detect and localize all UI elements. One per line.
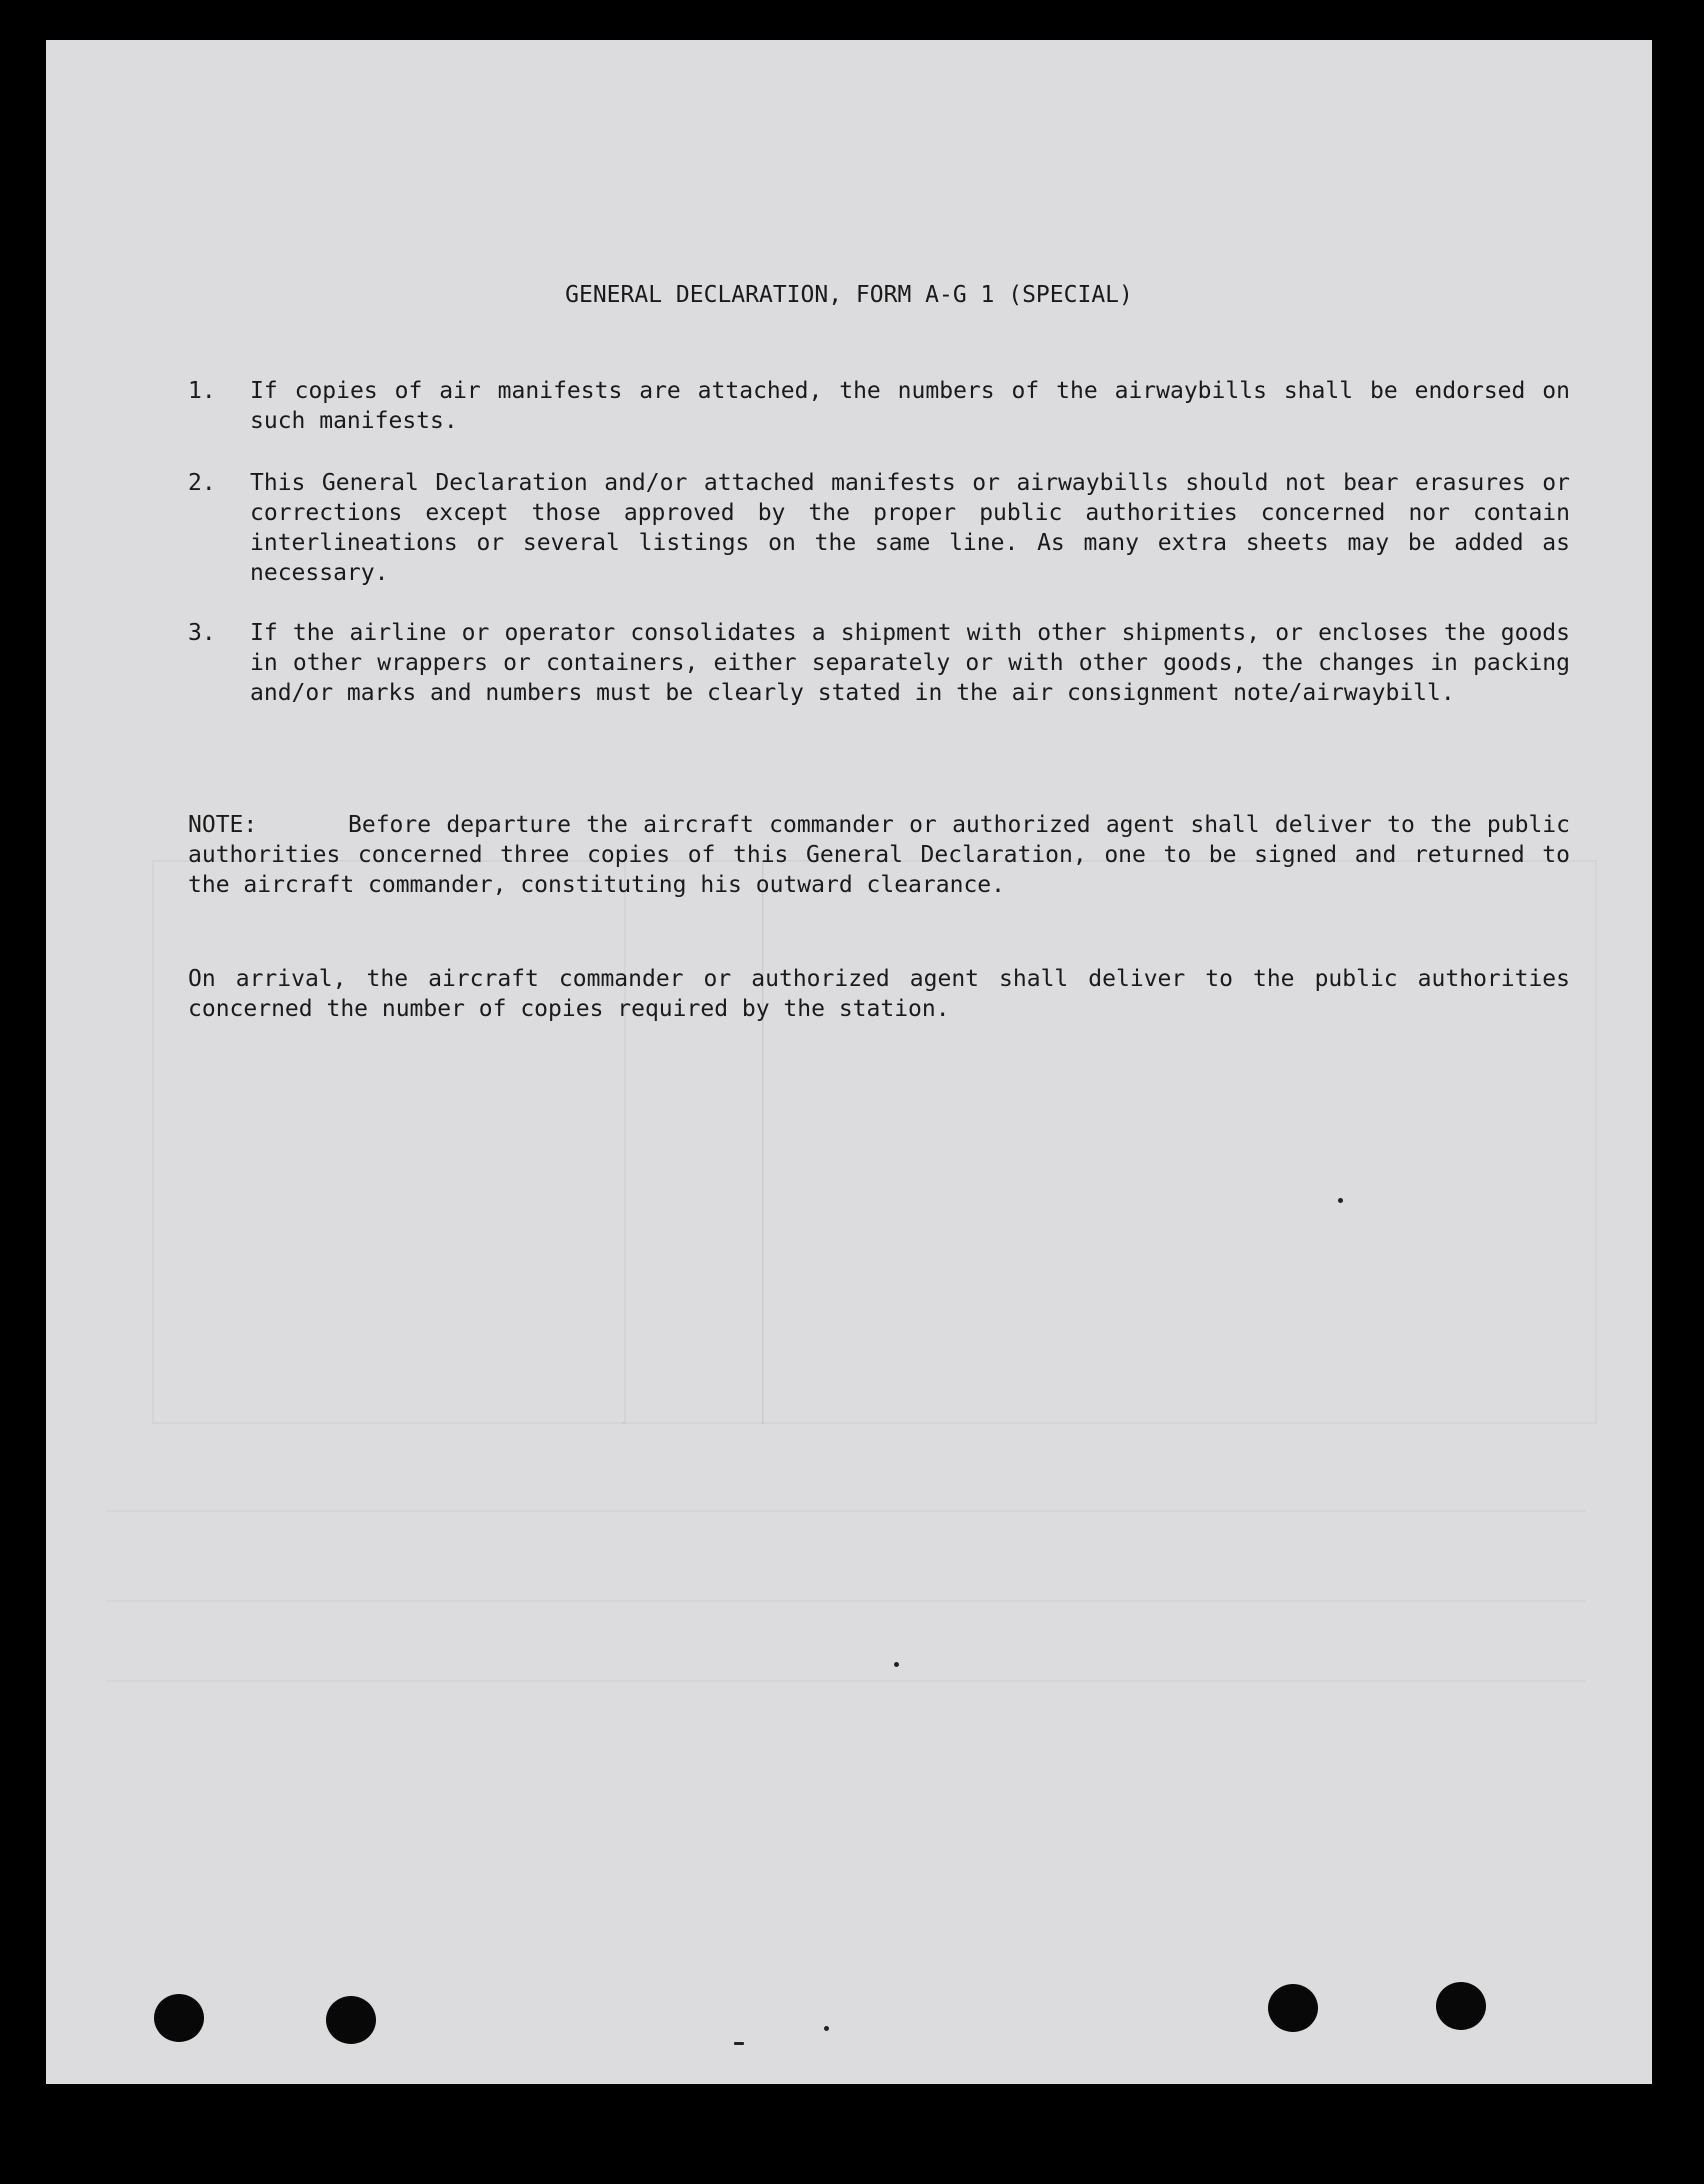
scan-speck bbox=[824, 2026, 829, 2031]
punch-hole bbox=[154, 1994, 204, 2042]
scan-speck bbox=[894, 1662, 899, 1667]
bleed-through-line bbox=[106, 1680, 1586, 1682]
arrival-paragraph: On arrival, the aircraft commander or authorized agent shall deliver to the public authorities concerned the number of copies required by the station. bbox=[188, 966, 1570, 1022]
bleed-through-box bbox=[762, 860, 1597, 1424]
item-number: 3. bbox=[188, 620, 216, 646]
bleed-through-line bbox=[106, 1510, 1586, 1512]
punch-hole bbox=[1268, 1984, 1318, 2032]
item-text: This General Declaration and/or attached manifests or airwaybills should not bear erasures or corrections except those approved by the proper public authorities concerned nor contain interlineations or several listings on the same line. As many extra sheets may be added as necessary. bbox=[250, 470, 1570, 586]
bleed-through-line bbox=[106, 1600, 1586, 1602]
note-label: NOTE: bbox=[188, 812, 258, 838]
item-number: 2. bbox=[188, 470, 216, 496]
paper-sheet bbox=[46, 40, 1652, 2084]
document-title: GENERAL DECLARATION, FORM A-G 1 (SPECIAL) bbox=[565, 282, 1133, 308]
punch-hole bbox=[326, 1996, 376, 2044]
note-text: Before departure the aircraft commander or authorized agent shall deliver to the public authorities concerned three copies of this General Declaration, one to be signed and returned to the aircraft commander, constituting his outward clearance. bbox=[188, 812, 1570, 898]
item-text: If the airline or operator consolidates a shipment with other shipments, or encloses the goods in other wrappers or containers, either separately or with other goods, the changes in packing and/or marks and numbers must be clearly stated in the air consignment note/airwaybill. bbox=[250, 620, 1570, 706]
bleed-through-box bbox=[152, 860, 626, 1424]
item-number: 1. bbox=[188, 378, 216, 404]
bleed-through-box bbox=[622, 860, 764, 1424]
punch-hole bbox=[1436, 1982, 1486, 2030]
item-text: If copies of air manifests are attached, the numbers of the airwaybills shall be endorsed on such manifests. bbox=[250, 378, 1570, 434]
scan-speck bbox=[1338, 1198, 1343, 1203]
note-paragraph bbox=[188, 810, 1570, 900]
scan-speck bbox=[734, 2042, 744, 2045]
